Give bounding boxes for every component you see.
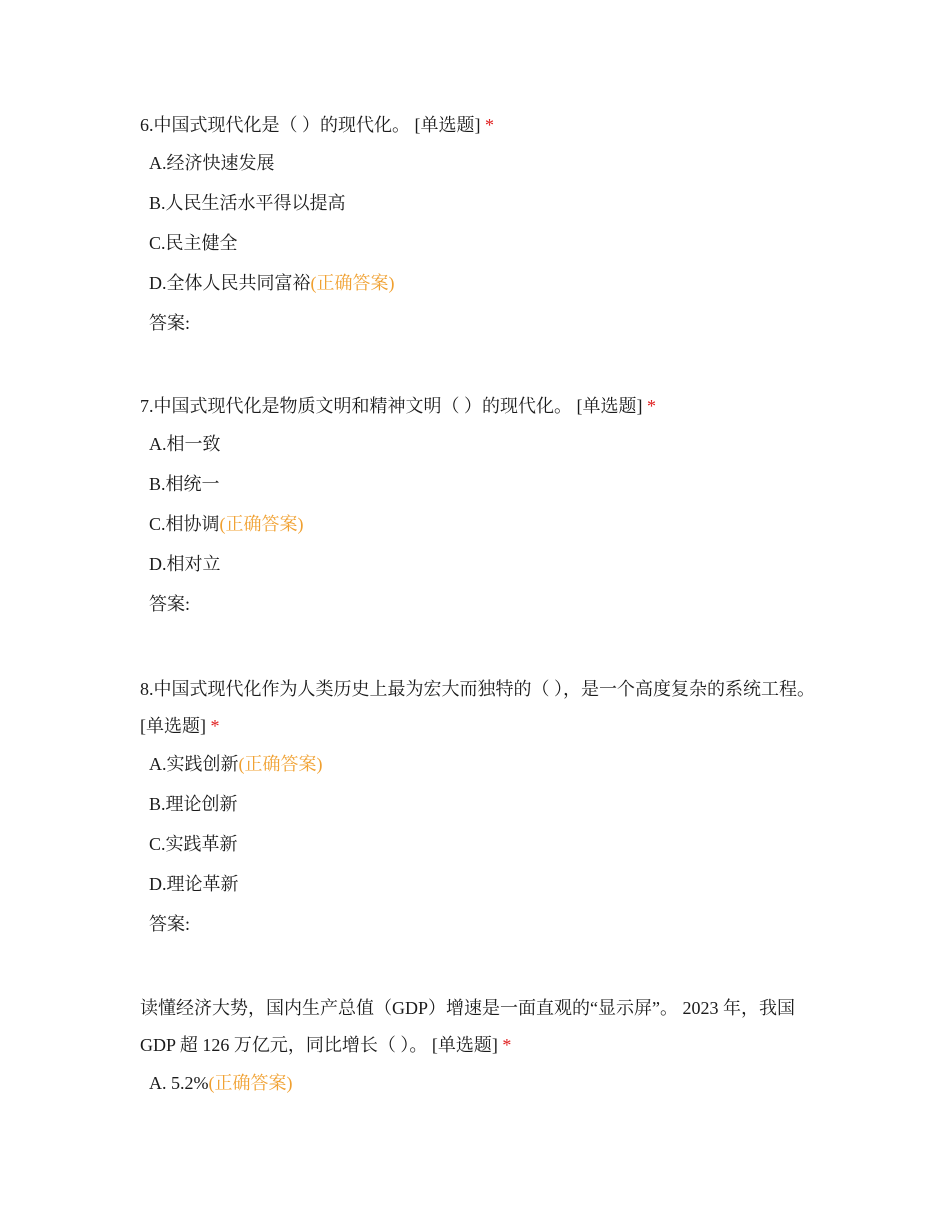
option-b[interactable]: B.相统一 [149, 474, 220, 494]
question-type-tag: [单选题] [431, 1035, 498, 1055]
option-a[interactable]: A. 5.2%(正确答案) [149, 1073, 293, 1093]
option-a[interactable]: A.相一致 [149, 434, 221, 454]
option-c[interactable]: C.实践革新 [149, 834, 238, 854]
option-list [140, 1073, 820, 1113]
required-mark: * [485, 115, 494, 135]
required-mark: * [502, 1035, 512, 1055]
answer-label: 答案: [149, 594, 191, 614]
correct-answer-marker: (正确答案) [310, 273, 395, 293]
option-c[interactable]: C.相协调(正确答案) [149, 514, 304, 534]
option-b[interactable]: B.人民生活水平得以提高 [149, 193, 346, 213]
option-a[interactable]: A.实践创新(正确答案) [149, 754, 323, 774]
option-d[interactable]: D.相对立 [149, 554, 221, 574]
question-stem: 6.中国式现代化是（ ）的现代化。 [单选题] * [140, 115, 494, 135]
correct-answer-marker: (正确答案) [238, 754, 323, 774]
option-a[interactable]: A.经济快速发展 [149, 153, 275, 173]
question-stem: 7.中国式现代化是物质文明和精神文明（ ）的现代化。 [单选题] * [140, 396, 656, 416]
option-list [140, 153, 820, 313]
question-gdp [140, 990, 820, 1113]
required-mark: * [210, 716, 220, 736]
option-d[interactable]: D.理论革新 [149, 874, 239, 894]
question-8 [140, 671, 820, 934]
question-6 [140, 107, 820, 333]
correct-answer-marker: (正确答案) [219, 514, 304, 534]
required-mark: * [647, 396, 656, 416]
question-type-tag: [单选题] [576, 396, 643, 416]
question-stem: 8.中国式现代化作为人类历史上最为宏大而独特的（ ），是一个高度复杂的系统工程。 [单选题] * [140, 679, 815, 736]
option-c[interactable]: C.民主健全 [149, 233, 238, 253]
answer-label: 答案: [149, 313, 191, 333]
option-list [140, 434, 820, 594]
answer-label: 答案: [149, 914, 191, 934]
option-list [140, 754, 820, 914]
question-type-tag: [单选题] [414, 115, 481, 135]
option-b[interactable]: B.理论创新 [149, 794, 238, 814]
question-stem: 读懂经济大势，国内生产总值（GDP）增速是一面直观的“显示屏”。 2023 年，我国 GDP 超 126 万亿元，同比增长（ ）。 [单选题] * [140, 998, 795, 1055]
option-d[interactable]: D.全体人民共同富裕(正确答案) [149, 273, 395, 293]
correct-answer-marker: (正确答案) [208, 1073, 293, 1093]
question-type-tag: [单选题] [140, 716, 206, 736]
question-7 [140, 388, 820, 614]
